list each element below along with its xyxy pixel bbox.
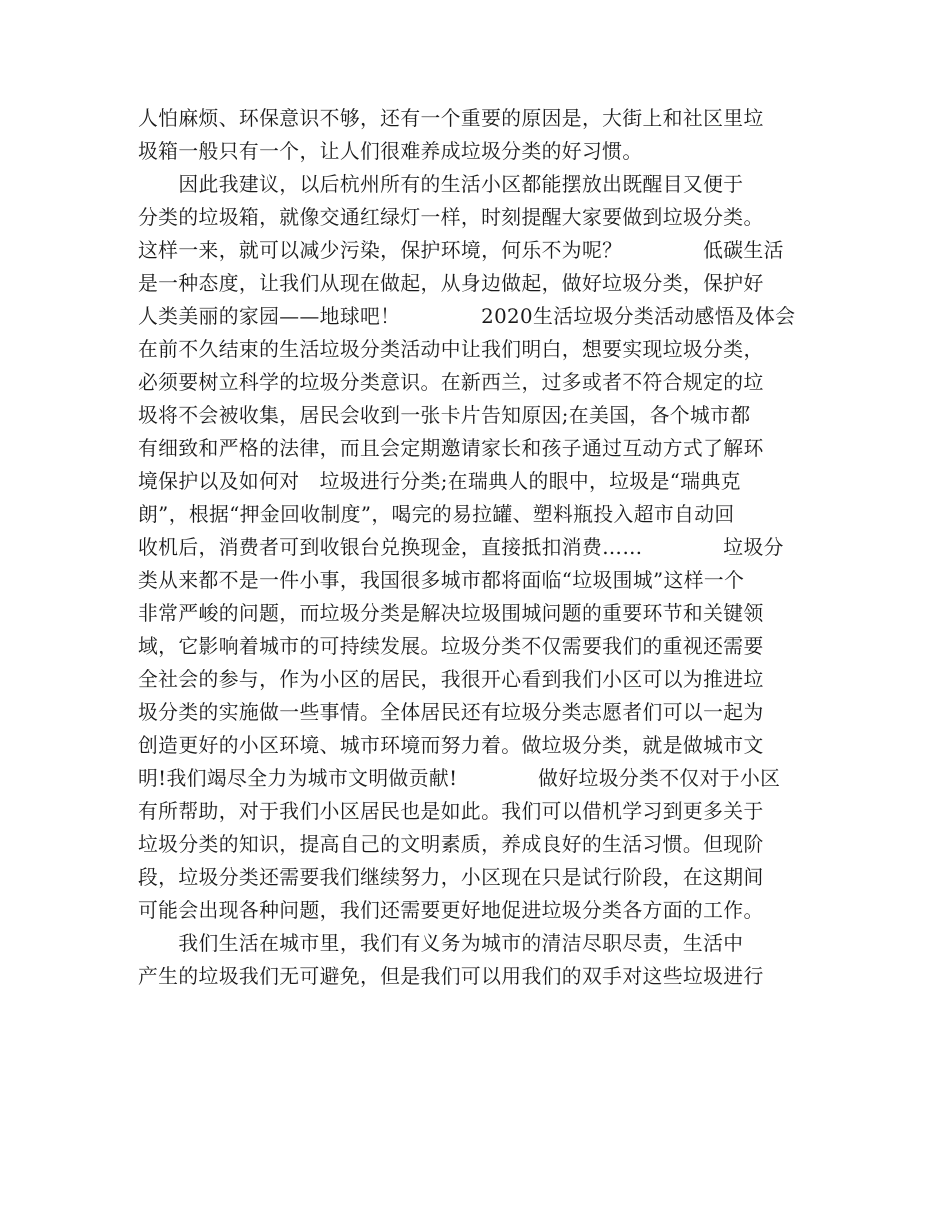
text-line: 垃圾分类的知识，提高自己的文明素质，养成良好的生活习惯。但现阶 xyxy=(138,833,764,856)
text-line: 创造更好的小区环境、城市环境而努力着。做垃圾分类，就是做城市文 xyxy=(138,734,764,757)
text-line: 全社会的参与，作为小区的居民，我很开心看到我们小区可以为推进垃 xyxy=(138,668,764,691)
text-line: 人怕麻烦、环保意识不够，还有一个重要的原因是，大街上和社区里垃 xyxy=(138,107,764,130)
text-line: 收机后，消费者可到收银台兑换现金，直接抵扣消费…… 垃圾分 xyxy=(138,536,784,559)
text-line: 圾箱一般只有一个，让人们很难养成垃圾分类的好习惯。 xyxy=(138,140,643,163)
text-line: 境保护以及如何对 垃圾进行分类;在瑞典人的眼中，垃圾是“瑞典克 xyxy=(138,470,741,493)
text-line: 分类的垃圾箱，就像交通红绿灯一样，时刻提醒大家要做到垃圾分类。 xyxy=(138,206,764,229)
text-line: 朗”，根据“押金回收制度”，喝完的易拉罐、塑料瓶投入超市自动回 xyxy=(138,503,735,526)
text-line: 圾将不会被收集，居民会收到一张卡片告知原因;在美国，各个城市都 xyxy=(138,404,751,427)
text-line: 产生的垃圾我们无可避免，但是我们可以用我们的双手对这些垃圾进行 xyxy=(138,965,764,988)
text-line: 人类美丽的家园——地球吧！ 2020生活垃圾分类活动感悟及体会 xyxy=(138,305,796,328)
text-line: 是一种态度，让我们从现在做起，从身边做起，做好垃圾分类，保护好 xyxy=(138,272,764,295)
text-line: 我们生活在城市里，我们有义务为城市的清洁尽职尽责，生活中 xyxy=(138,932,744,955)
text-line: 圾分类的实施做一些事情。全体居民还有垃圾分类志愿者们可以一起为 xyxy=(138,701,764,724)
text-line: 这样一来，就可以减少污染，保护环境，何乐不为呢？ 低碳生活 xyxy=(138,239,784,262)
text-line: 有细致和严格的法律，而且会定期邀请家长和孩子通过互动方式了解环 xyxy=(138,437,764,460)
text-line: 必须要树立科学的垃圾分类意识。在新西兰，过多或者不符合规定的垃 xyxy=(138,371,764,394)
text-line: 有所帮助，对于我们小区居民也是如此。我们可以借机学习到更多关于 xyxy=(138,800,764,823)
text-line: 在前不久结束的生活垃圾分类活动中让我们明白，想要实现垃圾分类， xyxy=(138,338,764,361)
text-line: 非常严峻的问题，而垃圾分类是解决垃圾围城问题的重要环节和关键领 xyxy=(138,602,764,625)
text-line: 明!我们竭尽全力为城市文明做贡献! 做好垃圾分类不仅对于小区 xyxy=(138,767,781,790)
document-body xyxy=(138,102,818,993)
text-line: 域，它影响着城市的可持续发展。垃圾分类不仅需要我们的重视还需要 xyxy=(138,635,764,658)
text-line: 类从来都不是一件小事，我国很多城市都将面临“垃圾围城”这样一个 xyxy=(138,569,745,592)
text-line: 段，垃圾分类还需要我们继续努力，小区现在只是试行阶段，在这期间 xyxy=(138,866,764,889)
text-line: 因此我建议，以后杭州所有的生活小区都能摆放出既醒目又便于 xyxy=(138,173,744,196)
text-line: 可能会出现各种问题，我们还需要更好地促进垃圾分类各方面的工作。 xyxy=(138,899,764,922)
